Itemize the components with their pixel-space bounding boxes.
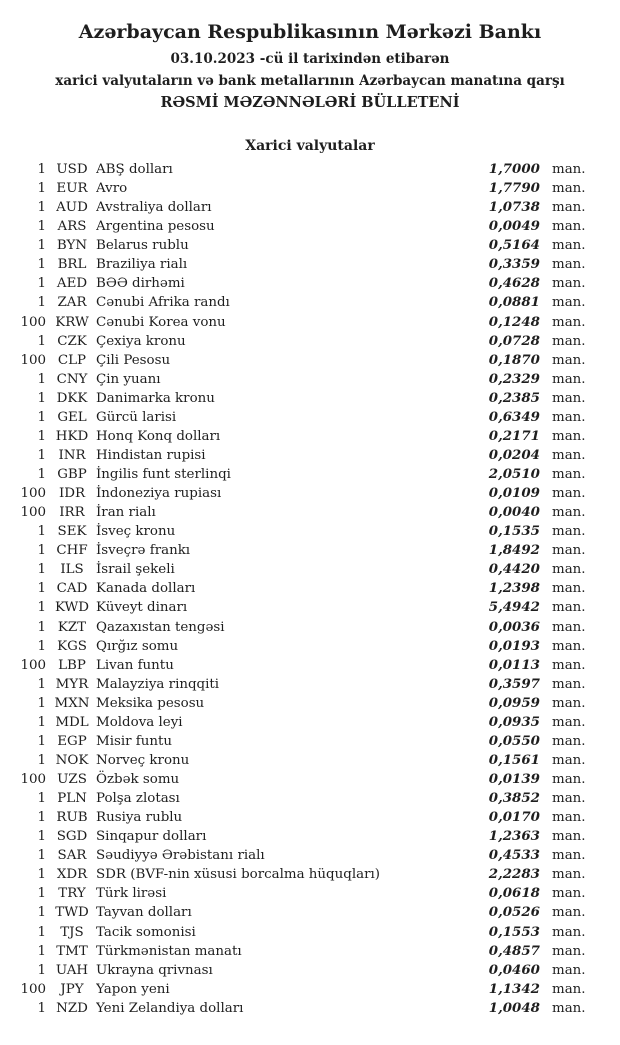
rate-value: 1,7790 xyxy=(488,180,540,197)
currency-name: ABŞ dolları xyxy=(96,162,173,177)
rate-quantity: 1 xyxy=(37,638,46,654)
rate-unit-label: man. xyxy=(552,162,586,177)
rate-row xyxy=(0,160,620,179)
rate-unit-label: man. xyxy=(552,943,586,959)
currency-code: TRY xyxy=(58,886,86,902)
rate-row xyxy=(0,560,620,579)
rate-value: 5,4942 xyxy=(488,599,540,616)
currency-code: LBP xyxy=(58,657,86,673)
rate-unit-label: man. xyxy=(552,352,586,368)
rate-unit-label: man. xyxy=(552,467,586,482)
rate-value: 0,0036 xyxy=(488,618,540,635)
currency-name: Tacik somonisi xyxy=(96,924,196,940)
currency-name: Braziliya rialı xyxy=(96,257,188,273)
rate-value: 1,7000 xyxy=(488,161,540,177)
rate-row xyxy=(0,827,620,846)
rate-row xyxy=(0,255,620,274)
rate-row xyxy=(0,446,620,465)
currency-code: SEK xyxy=(57,524,87,540)
rate-unit-label: man. xyxy=(552,524,586,540)
rate-quantity: 1 xyxy=(37,295,46,311)
rate-quantity: 1 xyxy=(37,257,46,273)
rate-quantity: 1 xyxy=(37,447,46,463)
rate-quantity: 1 xyxy=(37,467,46,482)
currency-code: CHF xyxy=(56,543,88,559)
rate-quantity: 1 xyxy=(37,562,46,578)
section-title-foreign-currencies: Xarici valyutalar xyxy=(245,138,375,154)
currency-code: MXN xyxy=(54,695,90,711)
currency-name: Gürcü larisi xyxy=(96,409,177,425)
rate-unit-label: man. xyxy=(552,676,586,692)
currency-code: AED xyxy=(56,276,88,292)
currency-name: İndoneziya rupiası xyxy=(96,486,222,502)
rate-row xyxy=(0,522,620,541)
rate-quantity: 1 xyxy=(37,962,46,978)
rate-value: 1,2398 xyxy=(488,580,540,597)
currency-code: UAH xyxy=(55,962,89,978)
subject-line: xarici valyutaların və bank metallarının Azərbaycan manatına qarşı xyxy=(55,73,565,89)
currency-code: CLP xyxy=(57,352,87,368)
rate-unit-label: man. xyxy=(552,905,586,921)
rate-quantity: 1 xyxy=(37,200,46,216)
rate-value: 0,3852 xyxy=(488,790,540,807)
currency-code: BYN xyxy=(56,238,88,254)
rate-row xyxy=(0,903,620,922)
rate-unit-label: man. xyxy=(552,600,586,616)
rate-value: 0,3359 xyxy=(488,256,540,273)
rate-unit-label: man. xyxy=(552,562,586,578)
currency-code: NZD xyxy=(56,1000,88,1016)
rate-row xyxy=(0,370,620,389)
currency-code: SAR xyxy=(57,848,87,864)
rate-unit-label: man. xyxy=(552,772,586,787)
currency-code: PLN xyxy=(57,791,87,807)
rate-unit-label: man. xyxy=(552,390,586,406)
currency-name: Cənubi Afrika randı xyxy=(96,295,230,311)
rate-value: 0,0959 xyxy=(488,694,540,711)
rate-unit-label: man. xyxy=(552,486,586,502)
rate-quantity: 1 xyxy=(37,676,46,692)
rate-quantity: 1 xyxy=(37,867,46,883)
rate-row xyxy=(0,389,620,408)
currency-name: Polşa zlotası xyxy=(96,791,180,807)
rate-unit-label: man. xyxy=(552,714,586,730)
rate-quantity: 1 xyxy=(37,752,46,768)
rate-unit-label: man. xyxy=(552,238,586,254)
rate-value: 0,0204 xyxy=(488,446,540,463)
currency-name: Çexiya kronu xyxy=(96,333,186,349)
rate-unit-label: man. xyxy=(552,371,586,387)
rate-row xyxy=(0,408,620,427)
currency-name: Yapon yeni xyxy=(96,981,170,997)
currency-name: Türkmənistan manatı xyxy=(96,943,242,959)
rate-quantity: 1 xyxy=(37,733,46,749)
rate-value: 0,1870 xyxy=(488,351,540,368)
rate-value: 0,0728 xyxy=(488,332,540,349)
currency-name: Meksika pesosu xyxy=(96,695,205,711)
currency-name: İsveçrə frankı xyxy=(96,543,191,559)
rate-unit-label: man. xyxy=(552,314,586,330)
currency-name: Danimarka kronu xyxy=(96,390,215,406)
currency-code: INR xyxy=(58,447,86,463)
rate-row xyxy=(0,751,620,770)
currency-name: İran rialı xyxy=(96,505,156,521)
rate-row xyxy=(0,808,620,827)
rate-unit-label: man. xyxy=(552,752,586,768)
rate-quantity: 1 xyxy=(37,943,46,959)
currency-code: KWD xyxy=(54,600,90,616)
rate-value: 0,0113 xyxy=(488,656,540,673)
document-header xyxy=(0,0,620,111)
rate-value: 0,0460 xyxy=(488,961,540,978)
rate-value: 0,2385 xyxy=(488,389,540,406)
rate-quantity: 1 xyxy=(37,886,46,902)
rate-unit-label: man. xyxy=(552,581,586,597)
rate-row xyxy=(0,313,620,332)
rates-table xyxy=(0,160,620,1018)
currency-code: MDL xyxy=(55,714,89,730)
currency-code: CAD xyxy=(56,581,88,597)
currency-name: Sinqapur dolları xyxy=(96,829,207,845)
currency-name: Avro xyxy=(96,181,128,197)
rate-row xyxy=(0,637,620,656)
rate-row xyxy=(0,846,620,865)
rate-quantity: 1 xyxy=(37,428,46,444)
rate-quantity: 100 xyxy=(20,352,46,368)
rate-row xyxy=(0,980,620,999)
rate-quantity: 1 xyxy=(37,600,46,616)
rate-row xyxy=(0,942,620,961)
currency-name: Özbək somu xyxy=(96,772,180,787)
rate-value: 1,2363 xyxy=(488,828,540,845)
rate-unit-label: man. xyxy=(552,886,586,902)
currency-name: Belarus rublu xyxy=(96,238,189,254)
rate-row xyxy=(0,541,620,560)
rate-unit-label: man. xyxy=(552,295,586,311)
currency-code: ARS xyxy=(57,219,87,235)
rate-quantity: 100 xyxy=(20,657,46,673)
rate-value: 0,0170 xyxy=(488,809,540,826)
currency-name: İsveç kronu xyxy=(96,524,176,540)
currency-code: UZS xyxy=(57,772,87,787)
rate-quantity: 1 xyxy=(37,524,46,540)
rate-unit-label: man. xyxy=(552,181,586,197)
rate-quantity: 1 xyxy=(37,848,46,864)
rate-row xyxy=(0,713,620,732)
rate-unit-label: man. xyxy=(552,638,586,654)
currency-name: Səudiyyə Ərəbistanı rialı xyxy=(96,848,265,864)
rate-value: 0,0935 xyxy=(488,713,540,730)
rate-quantity: 1 xyxy=(37,219,46,235)
rate-unit-label: man. xyxy=(552,409,586,425)
currency-name: Norveç kronu xyxy=(96,752,190,768)
currency-code: CNY xyxy=(56,371,88,387)
rate-quantity: 1 xyxy=(37,619,46,635)
rate-quantity: 100 xyxy=(20,981,46,997)
rate-value: 1,8492 xyxy=(488,542,540,559)
rate-quantity: 1 xyxy=(37,409,46,425)
rate-row xyxy=(0,770,620,789)
rate-unit-label: man. xyxy=(552,981,586,997)
rate-row xyxy=(0,332,620,351)
currency-name: Malayziya rinqqiti xyxy=(96,676,220,692)
rate-value: 0,0550 xyxy=(488,732,540,749)
rate-value: 0,0881 xyxy=(488,294,540,311)
rate-row xyxy=(0,923,620,942)
currency-code: BRL xyxy=(57,257,87,273)
rate-quantity: 1 xyxy=(37,581,46,597)
rate-unit-label: man. xyxy=(552,733,586,749)
rate-row xyxy=(0,217,620,236)
currency-name: İsrail şekeli xyxy=(96,562,175,578)
currency-name: BƏƏ dirhəmi xyxy=(96,276,185,292)
rate-row xyxy=(0,236,620,255)
currency-code: KZT xyxy=(57,619,87,635)
rate-row xyxy=(0,789,620,808)
currency-name: Qazaxıstan tengəsi xyxy=(96,619,225,635)
rate-row xyxy=(0,274,620,293)
currency-name: Çin yuanı xyxy=(96,371,161,387)
currency-name: Çili Pesosu xyxy=(96,352,171,368)
rate-row xyxy=(0,884,620,903)
rate-value: 0,0526 xyxy=(488,904,540,921)
rate-quantity: 1 xyxy=(37,162,46,177)
currency-code: USD xyxy=(56,162,88,177)
rate-value: 0,2171 xyxy=(488,427,540,444)
currency-name: Avstraliya dolları xyxy=(96,200,212,216)
rate-row xyxy=(0,484,620,503)
rate-quantity: 1 xyxy=(37,371,46,387)
rate-unit-label: man. xyxy=(552,200,586,216)
rate-quantity: 1 xyxy=(37,238,46,254)
rate-unit-label: man. xyxy=(552,829,586,845)
currency-name: İngilis funt sterlinqi xyxy=(96,467,231,482)
currency-code: TJS xyxy=(60,924,84,940)
rate-quantity: 1 xyxy=(37,924,46,940)
rate-quantity: 1 xyxy=(37,333,46,349)
rate-row xyxy=(0,732,620,751)
rate-quantity: 1 xyxy=(37,829,46,845)
rate-quantity: 1 xyxy=(37,543,46,559)
rate-row xyxy=(0,656,620,675)
bank-title: Azərbaycan Respublikasının Mərkəzi Bankı xyxy=(78,21,542,43)
rate-unit-label: man. xyxy=(552,962,586,978)
currency-name: SDR (BVF-nin xüsusi borcalma hüquqları) xyxy=(96,867,380,883)
rate-value: 0,1561 xyxy=(488,751,540,768)
rate-value: 0,4533 xyxy=(488,847,540,864)
currency-name: Ukrayna qrivnası xyxy=(96,962,213,978)
rate-value: 1,0738 xyxy=(488,199,540,216)
rate-quantity: 1 xyxy=(37,810,46,826)
rate-value: 2,2283 xyxy=(488,866,540,883)
rate-value: 0,1535 xyxy=(488,523,540,540)
rate-unit-label: man. xyxy=(552,867,586,883)
effective-date-line: 03.10.2023 -cü il tarixindən etibarən xyxy=(170,51,450,67)
rate-value: 0,1248 xyxy=(488,313,540,330)
rate-unit-label: man. xyxy=(552,695,586,711)
currency-code: EGP xyxy=(57,733,87,749)
rate-row xyxy=(0,598,620,617)
rate-row xyxy=(0,961,620,980)
rate-quantity: 1 xyxy=(37,1000,46,1016)
rate-unit-label: man. xyxy=(552,924,586,940)
rate-value: 0,4857 xyxy=(488,942,540,959)
rate-unit-label: man. xyxy=(552,848,586,864)
currency-code: NOK xyxy=(55,752,89,768)
rate-unit-label: man. xyxy=(552,810,586,826)
rate-quantity: 1 xyxy=(37,714,46,730)
currency-code: CZK xyxy=(57,333,87,349)
rate-value: 0,0618 xyxy=(488,885,540,902)
rate-row xyxy=(0,999,620,1018)
rate-quantity: 1 xyxy=(37,695,46,711)
rate-row xyxy=(0,865,620,884)
currency-name: Cənubi Korea vonu xyxy=(96,314,226,330)
rate-quantity: 100 xyxy=(20,772,46,787)
rate-unit-label: man. xyxy=(552,276,586,292)
rate-row xyxy=(0,179,620,198)
rate-row xyxy=(0,579,620,598)
rate-row xyxy=(0,293,620,312)
currency-code: EUR xyxy=(56,181,88,197)
rate-unit-label: man. xyxy=(552,505,586,521)
rate-unit-label: man. xyxy=(552,657,586,673)
rate-unit-label: man. xyxy=(552,1000,586,1016)
currency-name: Türk lirəsi xyxy=(96,886,167,902)
currency-name: Qırğız somu xyxy=(96,638,179,654)
currency-name: Yeni Zelandiya dolları xyxy=(96,1000,244,1016)
currency-code: KRW xyxy=(55,314,89,330)
currency-code: ILS xyxy=(60,562,84,578)
currency-code: GBP xyxy=(57,467,87,482)
rate-row xyxy=(0,694,620,713)
rate-unit-label: man. xyxy=(552,447,586,463)
rate-quantity: 1 xyxy=(37,791,46,807)
bulletin-title: RƏSMİ MƏZƏNNƏLƏRİ BÜLLETENİ xyxy=(160,94,460,111)
rate-value: 0,0109 xyxy=(488,485,540,502)
rate-value: 1,0048 xyxy=(488,999,540,1016)
rate-row xyxy=(0,198,620,217)
currency-name: Moldova leyi xyxy=(96,714,183,730)
currency-code: JPY xyxy=(60,981,84,997)
rate-unit-label: man. xyxy=(552,428,586,444)
currency-name: Kanada dolları xyxy=(96,581,196,597)
rate-value: 0,0139 xyxy=(488,771,540,787)
currency-name: Hindistan rupisi xyxy=(96,447,206,463)
rate-row xyxy=(0,503,620,522)
currency-name: Argentina pesosu xyxy=(96,219,215,235)
rate-unit-label: man. xyxy=(552,257,586,273)
rate-value: 0,4628 xyxy=(488,275,540,292)
currency-name: Misir funtu xyxy=(96,733,173,749)
rate-quantity: 1 xyxy=(37,276,46,292)
rate-unit-label: man. xyxy=(552,219,586,235)
rate-row xyxy=(0,618,620,637)
currency-code: XDR xyxy=(56,867,88,883)
rate-value: 0,5164 xyxy=(488,237,540,254)
rate-quantity: 1 xyxy=(37,181,46,197)
rate-row xyxy=(0,427,620,446)
rate-row xyxy=(0,465,620,484)
rate-quantity: 100 xyxy=(20,505,46,521)
currency-name: Livan funtu xyxy=(96,657,174,673)
rate-value: 1,1342 xyxy=(488,980,540,997)
currency-code: RUB xyxy=(56,810,88,826)
currency-code: GEL xyxy=(57,409,87,425)
currency-code: ZAR xyxy=(57,295,87,311)
currency-code: DKK xyxy=(56,390,88,406)
rate-unit-label: man. xyxy=(552,333,586,349)
rate-unit-label: man. xyxy=(552,543,586,559)
currency-code: KGS xyxy=(57,638,87,654)
rate-row xyxy=(0,675,620,694)
currency-code: TMT xyxy=(56,943,88,959)
currency-code: SGD xyxy=(56,829,88,845)
rate-value: 0,0049 xyxy=(488,218,540,235)
rate-quantity: 100 xyxy=(20,486,46,502)
rate-row xyxy=(0,351,620,370)
rate-value: 0,0040 xyxy=(488,504,540,521)
currency-code: IRR xyxy=(59,505,85,521)
currency-name: Küveyt dinarı xyxy=(96,600,188,616)
rate-value: 2,0510 xyxy=(488,466,540,482)
rate-quantity: 1 xyxy=(37,905,46,921)
rate-unit-label: man. xyxy=(552,619,586,635)
currency-code: AUD xyxy=(56,200,88,216)
currency-code: HKD xyxy=(55,428,89,444)
currency-name: Tayvan dolları xyxy=(96,905,192,921)
rate-value: 0,6349 xyxy=(488,408,540,425)
currency-name: Honq Konq dolları xyxy=(96,428,221,444)
rate-value: 0,1553 xyxy=(488,923,540,940)
currency-name: Rusiya rublu xyxy=(96,810,183,826)
rate-quantity: 100 xyxy=(20,314,46,330)
rate-unit-label: man. xyxy=(552,791,586,807)
rate-value: 0,4420 xyxy=(488,561,540,578)
rate-value: 0,0193 xyxy=(488,637,540,654)
currency-code: MYR xyxy=(55,676,89,692)
rate-value: 0,3597 xyxy=(488,675,540,692)
currency-code: IDR xyxy=(58,486,86,502)
rate-quantity: 1 xyxy=(37,390,46,406)
currency-code: TWD xyxy=(55,905,89,921)
rate-value: 0,2329 xyxy=(488,370,540,387)
